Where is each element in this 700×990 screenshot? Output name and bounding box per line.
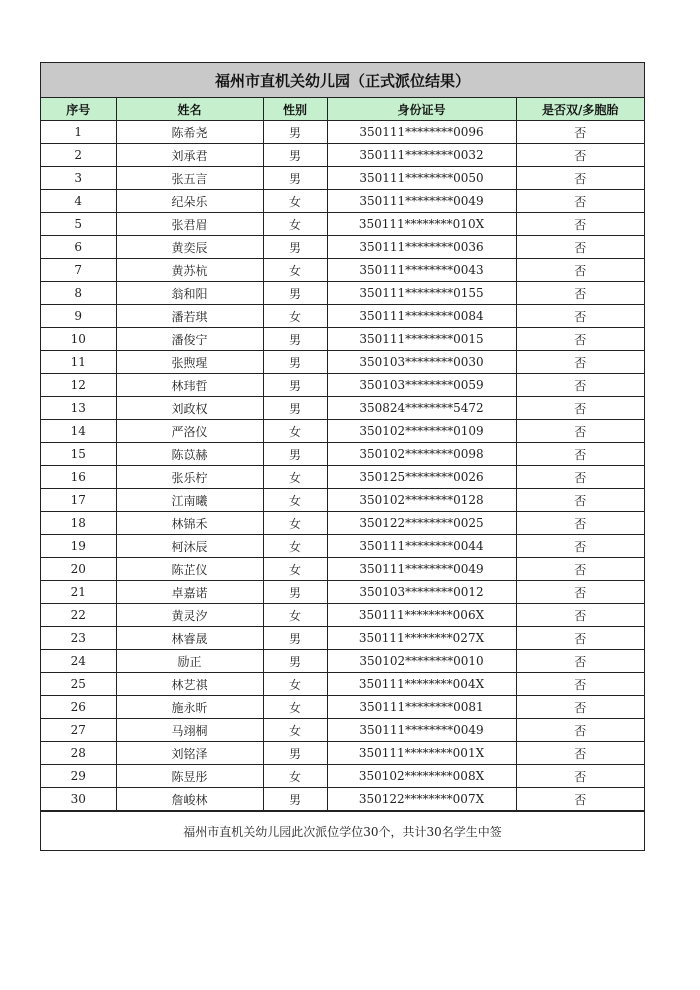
cell-gender: 女 (263, 696, 327, 719)
cell-index: 29 (41, 765, 116, 788)
cell-id-number: 350111********004X (327, 673, 516, 696)
cell-id-number: 350111********0032 (327, 144, 516, 167)
cell-name: 林玮哲 (116, 374, 263, 397)
cell-index: 28 (41, 742, 116, 765)
cell-twins: 否 (516, 328, 644, 351)
cell-twins: 否 (516, 581, 644, 604)
cell-twins: 否 (516, 351, 644, 374)
cell-index: 13 (41, 397, 116, 420)
cell-gender: 女 (263, 489, 327, 512)
cell-id-number: 350111********0044 (327, 535, 516, 558)
cell-index: 5 (41, 213, 116, 236)
cell-gender: 女 (263, 420, 327, 443)
cell-gender: 男 (263, 282, 327, 305)
cell-gender: 女 (263, 190, 327, 213)
cell-twins: 否 (516, 374, 644, 397)
cell-gender: 男 (263, 167, 327, 190)
cell-name: 翁和阳 (116, 282, 263, 305)
cell-gender: 男 (263, 374, 327, 397)
cell-twins: 否 (516, 765, 644, 788)
cell-name: 励正 (116, 650, 263, 673)
cell-twins: 否 (516, 558, 644, 581)
cell-gender: 男 (263, 236, 327, 259)
cell-index: 7 (41, 259, 116, 282)
cell-name: 陈希尧 (116, 121, 263, 144)
table-row (41, 466, 644, 489)
cell-index: 19 (41, 535, 116, 558)
cell-twins: 否 (516, 236, 644, 259)
table-row (41, 627, 644, 650)
cell-twins: 否 (516, 167, 644, 190)
cell-id-number: 350824********5472 (327, 397, 516, 420)
header-id-number: 身份证号 (327, 98, 516, 121)
cell-twins: 否 (516, 719, 644, 742)
table-row (41, 489, 644, 512)
cell-id-number: 350102********0010 (327, 650, 516, 673)
cell-name: 潘俊宁 (116, 328, 263, 351)
cell-gender: 男 (263, 627, 327, 650)
cell-gender: 女 (263, 558, 327, 581)
result-sheet (40, 62, 645, 851)
cell-name: 卓嘉诺 (116, 581, 263, 604)
table-row (41, 213, 644, 236)
table-row (41, 742, 644, 765)
cell-id-number: 350111********0081 (327, 696, 516, 719)
cell-twins: 否 (516, 397, 644, 420)
cell-id-number: 350125********0026 (327, 466, 516, 489)
cell-name: 林艺祺 (116, 673, 263, 696)
cell-gender: 男 (263, 351, 327, 374)
cell-twins: 否 (516, 627, 644, 650)
table-row (41, 167, 644, 190)
cell-name: 林锦禾 (116, 512, 263, 535)
table-row (41, 696, 644, 719)
cell-name: 黄奕辰 (116, 236, 263, 259)
cell-id-number: 350111********0155 (327, 282, 516, 305)
cell-twins: 否 (516, 144, 644, 167)
table-row (41, 121, 644, 144)
cell-id-number: 350111********0036 (327, 236, 516, 259)
cell-index: 3 (41, 167, 116, 190)
cell-twins: 否 (516, 489, 644, 512)
cell-id-number: 350111********010X (327, 213, 516, 236)
table-row (41, 558, 644, 581)
cell-index: 23 (41, 627, 116, 650)
cell-gender: 女 (263, 466, 327, 489)
cell-twins: 否 (516, 673, 644, 696)
cell-twins: 否 (516, 788, 644, 811)
cell-id-number: 350111********0049 (327, 190, 516, 213)
cell-twins: 否 (516, 535, 644, 558)
cell-name: 张君眉 (116, 213, 263, 236)
result-table (41, 98, 644, 811)
cell-index: 26 (41, 696, 116, 719)
cell-twins: 否 (516, 190, 644, 213)
cell-id-number: 350102********0109 (327, 420, 516, 443)
cell-index: 10 (41, 328, 116, 351)
table-row (41, 650, 644, 673)
cell-gender: 女 (263, 259, 327, 282)
cell-index: 14 (41, 420, 116, 443)
cell-name: 黄灵汐 (116, 604, 263, 627)
cell-gender: 男 (263, 742, 327, 765)
cell-twins: 否 (516, 305, 644, 328)
table-row (41, 351, 644, 374)
cell-name: 陈昱彤 (116, 765, 263, 788)
cell-name: 严洛仪 (116, 420, 263, 443)
cell-name: 张五言 (116, 167, 263, 190)
cell-gender: 男 (263, 650, 327, 673)
cell-id-number: 350103********0059 (327, 374, 516, 397)
cell-index: 4 (41, 190, 116, 213)
table-row (41, 305, 644, 328)
cell-name: 陈苡赫 (116, 443, 263, 466)
cell-id-number: 350102********0098 (327, 443, 516, 466)
cell-index: 9 (41, 305, 116, 328)
cell-name: 江南曦 (116, 489, 263, 512)
table-row (41, 673, 644, 696)
header-twins: 是否双/多胞胎 (516, 98, 644, 121)
cell-twins: 否 (516, 282, 644, 305)
cell-index: 27 (41, 719, 116, 742)
cell-gender: 男 (263, 328, 327, 351)
cell-twins: 否 (516, 650, 644, 673)
table-row (41, 328, 644, 351)
cell-twins: 否 (516, 443, 644, 466)
cell-id-number: 350103********0012 (327, 581, 516, 604)
table-row (41, 581, 644, 604)
cell-name: 马翊桐 (116, 719, 263, 742)
cell-name: 刘政权 (116, 397, 263, 420)
cell-id-number: 350111********0084 (327, 305, 516, 328)
cell-twins: 否 (516, 420, 644, 443)
table-row (41, 788, 644, 811)
cell-name: 潘若琪 (116, 305, 263, 328)
table-row (41, 282, 644, 305)
header-name: 姓名 (116, 98, 263, 121)
cell-gender: 男 (263, 581, 327, 604)
cell-id-number: 350111********006X (327, 604, 516, 627)
cell-index: 17 (41, 489, 116, 512)
cell-gender: 男 (263, 443, 327, 466)
cell-id-number: 350111********0015 (327, 328, 516, 351)
cell-gender: 女 (263, 512, 327, 535)
table-row (41, 535, 644, 558)
cell-name: 林睿晟 (116, 627, 263, 650)
cell-index: 25 (41, 673, 116, 696)
cell-index: 12 (41, 374, 116, 397)
table-row (41, 236, 644, 259)
cell-index: 20 (41, 558, 116, 581)
cell-gender: 男 (263, 121, 327, 144)
cell-gender: 男 (263, 144, 327, 167)
cell-twins: 否 (516, 604, 644, 627)
table-row (41, 765, 644, 788)
cell-twins: 否 (516, 466, 644, 489)
table-row (41, 190, 644, 213)
cell-id-number: 350111********001X (327, 742, 516, 765)
cell-name: 张煦瑆 (116, 351, 263, 374)
table-row (41, 374, 644, 397)
cell-gender: 男 (263, 397, 327, 420)
cell-id-number: 350102********0128 (327, 489, 516, 512)
cell-id-number: 350111********0043 (327, 259, 516, 282)
table-header-row (41, 98, 644, 121)
table-row (41, 604, 644, 627)
cell-gender: 女 (263, 305, 327, 328)
cell-twins: 否 (516, 742, 644, 765)
cell-twins: 否 (516, 259, 644, 282)
cell-twins: 否 (516, 696, 644, 719)
cell-index: 8 (41, 282, 116, 305)
cell-gender: 女 (263, 535, 327, 558)
table-row (41, 420, 644, 443)
cell-index: 30 (41, 788, 116, 811)
table-row (41, 512, 644, 535)
cell-name: 黄苏杭 (116, 259, 263, 282)
cell-name: 柯沐辰 (116, 535, 263, 558)
cell-gender: 男 (263, 788, 327, 811)
cell-id-number: 350111********0049 (327, 558, 516, 581)
cell-id-number: 350111********027X (327, 627, 516, 650)
cell-id-number: 350122********007X (327, 788, 516, 811)
cell-index: 15 (41, 443, 116, 466)
cell-index: 6 (41, 236, 116, 259)
sheet-title: 福州市直机关幼儿园（正式派位结果） (41, 63, 644, 98)
cell-gender: 女 (263, 673, 327, 696)
table-row (41, 144, 644, 167)
cell-id-number: 350111********0096 (327, 121, 516, 144)
cell-name: 刘铭泽 (116, 742, 263, 765)
table-row (41, 719, 644, 742)
cell-twins: 否 (516, 121, 644, 144)
cell-index: 16 (41, 466, 116, 489)
cell-gender: 女 (263, 719, 327, 742)
cell-gender: 女 (263, 213, 327, 236)
cell-id-number: 350111********0049 (327, 719, 516, 742)
cell-index: 11 (41, 351, 116, 374)
table-row (41, 397, 644, 420)
cell-id-number: 350102********008X (327, 765, 516, 788)
cell-name: 陈芷仪 (116, 558, 263, 581)
cell-id-number: 350122********0025 (327, 512, 516, 535)
cell-twins: 否 (516, 213, 644, 236)
table-row (41, 259, 644, 282)
cell-index: 1 (41, 121, 116, 144)
cell-gender: 女 (263, 765, 327, 788)
cell-index: 24 (41, 650, 116, 673)
table-row (41, 443, 644, 466)
cell-name: 刘承君 (116, 144, 263, 167)
cell-name: 纪朵乐 (116, 190, 263, 213)
cell-name: 张乐柠 (116, 466, 263, 489)
cell-index: 2 (41, 144, 116, 167)
sheet-footer-note: 福州市直机关幼儿园此次派位学位30个，共计30名学生中签 (41, 811, 644, 850)
cell-name: 施永昕 (116, 696, 263, 719)
cell-twins: 否 (516, 512, 644, 535)
cell-id-number: 350111********0050 (327, 167, 516, 190)
header-index: 序号 (41, 98, 116, 121)
cell-index: 21 (41, 581, 116, 604)
cell-index: 22 (41, 604, 116, 627)
cell-index: 18 (41, 512, 116, 535)
header-gender: 性别 (263, 98, 327, 121)
cell-gender: 女 (263, 604, 327, 627)
cell-name: 詹峻林 (116, 788, 263, 811)
cell-id-number: 350103********0030 (327, 351, 516, 374)
